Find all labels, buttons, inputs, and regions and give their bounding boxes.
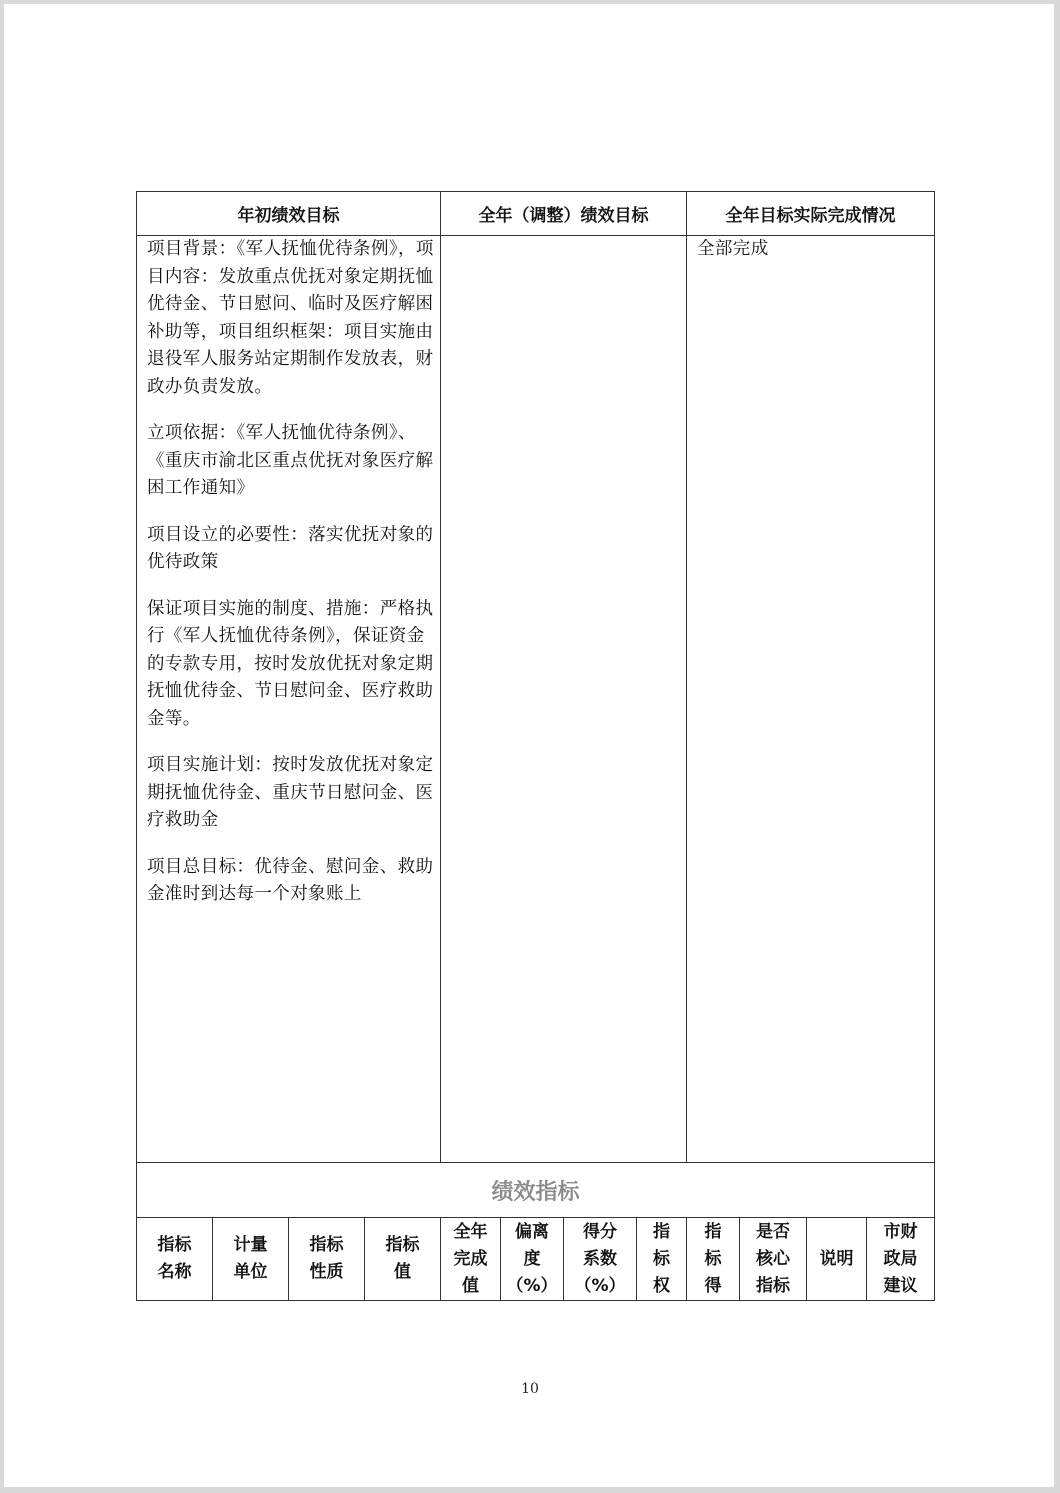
indicator-header-line: 得	[704, 1275, 722, 1296]
indicator-header-line: 名称	[157, 1262, 192, 1282]
indicator-header-cell	[365, 1218, 441, 1301]
indicator-header-line: 指	[653, 1221, 670, 1242]
indicator-header-line: 标	[704, 1248, 722, 1269]
adjusted-goal-cell	[441, 236, 687, 1163]
indicator-header-cell	[289, 1218, 365, 1301]
indicator-header-line: 值	[394, 1262, 411, 1282]
indicator-header-line: 指标	[756, 1275, 790, 1296]
indicator-header-line: 说明	[819, 1248, 854, 1269]
indicator-header-line: 得分	[583, 1221, 617, 1242]
indicator-header-cell	[213, 1218, 289, 1301]
indicator-header-cell	[441, 1218, 501, 1301]
initial-goal-paragraph: 项目设立的必要性：落实优抚对象的优待政策	[147, 524, 434, 572]
actual-completion-text: 全部完成	[697, 239, 769, 259]
indicator-header-line: 标	[653, 1248, 670, 1269]
indicator-header-cell	[687, 1218, 740, 1301]
indicator-header-line: 性质	[309, 1262, 344, 1282]
indicator-header-line: 市财	[883, 1221, 918, 1242]
section-title: 绩效指标	[137, 1163, 935, 1218]
indicator-header-line: 核心	[756, 1248, 790, 1269]
indicator-header-line: 指	[704, 1221, 722, 1242]
indicator-header-cell	[867, 1218, 935, 1301]
page-number: 10	[521, 1381, 539, 1397]
indicator-header-line: 单位	[233, 1262, 268, 1282]
indicator-header-line: 指标	[309, 1235, 344, 1255]
indicator-header-line: 度	[523, 1248, 541, 1269]
indicator-header-line: 偏离	[515, 1221, 549, 1242]
initial-goal-paragraph: 立项依据：《军人抚恤优待条例》、《重庆市渝北区重点优抚对象医疗解困工作通知》	[147, 423, 434, 498]
header-adjusted-goal: 全年（调整）绩效目标	[441, 192, 687, 236]
header-actual-completion: 全年目标实际完成情况	[687, 192, 935, 236]
indicator-header-line: 政局	[883, 1248, 918, 1269]
indicator-header-cell	[637, 1218, 687, 1301]
initial-goal-cell	[137, 236, 441, 1163]
initial-goal-paragraph: 项目总目标：优待金、慰问金、救助金准时到达每一个对象账上	[147, 856, 434, 904]
indicator-header-line: 建议	[883, 1275, 918, 1296]
indicator-header-line: 权	[653, 1275, 670, 1296]
goal-content-row	[137, 236, 935, 1163]
indicator-header-cell	[807, 1218, 867, 1301]
indicator-header-cell	[740, 1218, 807, 1301]
indicator-header-cell	[501, 1218, 564, 1301]
initial-goal-paragraph: 项目实施计划：按时发放优抚对象定期抚恤优待金、重庆节日慰问金、医疗救助金	[147, 755, 434, 830]
indicator-header-line: 全年	[453, 1221, 488, 1242]
indicator-header-row	[137, 1218, 935, 1301]
initial-goal-paragraph: 保证项目实施的制度、措施：严格执行《军人抚恤优待条例》，保证资金的专款专用，按时发放优抚对象定期抚恤优待金、节日慰问金、医疗救助金等。	[147, 598, 434, 729]
performance-table	[136, 191, 935, 1301]
indicator-header-line: （%）	[574, 1275, 626, 1296]
indicator-header-line: 是否	[756, 1221, 790, 1242]
indicator-header-line: （%）	[506, 1275, 558, 1296]
header-initial-goal: 年初绩效目标	[137, 192, 441, 236]
initial-goal-paragraph: 项目背景：《军人抚恤优待条例》，项目内容：发放重点优抚对象定期抚恤优待金、节日慰问、临时及医疗解困补助等，项目组织框架：项目实施由退役军人服务站定期制作发放表，财政办负责发放。	[147, 239, 434, 397]
indicator-header-line: 完成	[453, 1248, 488, 1269]
indicator-header-line: 值	[462, 1275, 479, 1296]
section-row	[137, 1163, 935, 1218]
indicator-header-cell	[564, 1218, 637, 1301]
indicator-header-cell	[137, 1218, 213, 1301]
header-row	[137, 192, 935, 236]
indicator-header-line: 指标	[385, 1235, 420, 1255]
indicator-header-line: 指标	[157, 1235, 192, 1255]
indicator-header-line: 系数	[583, 1248, 617, 1269]
indicator-header-line: 计量	[233, 1235, 268, 1255]
actual-completion-cell	[687, 236, 935, 1163]
